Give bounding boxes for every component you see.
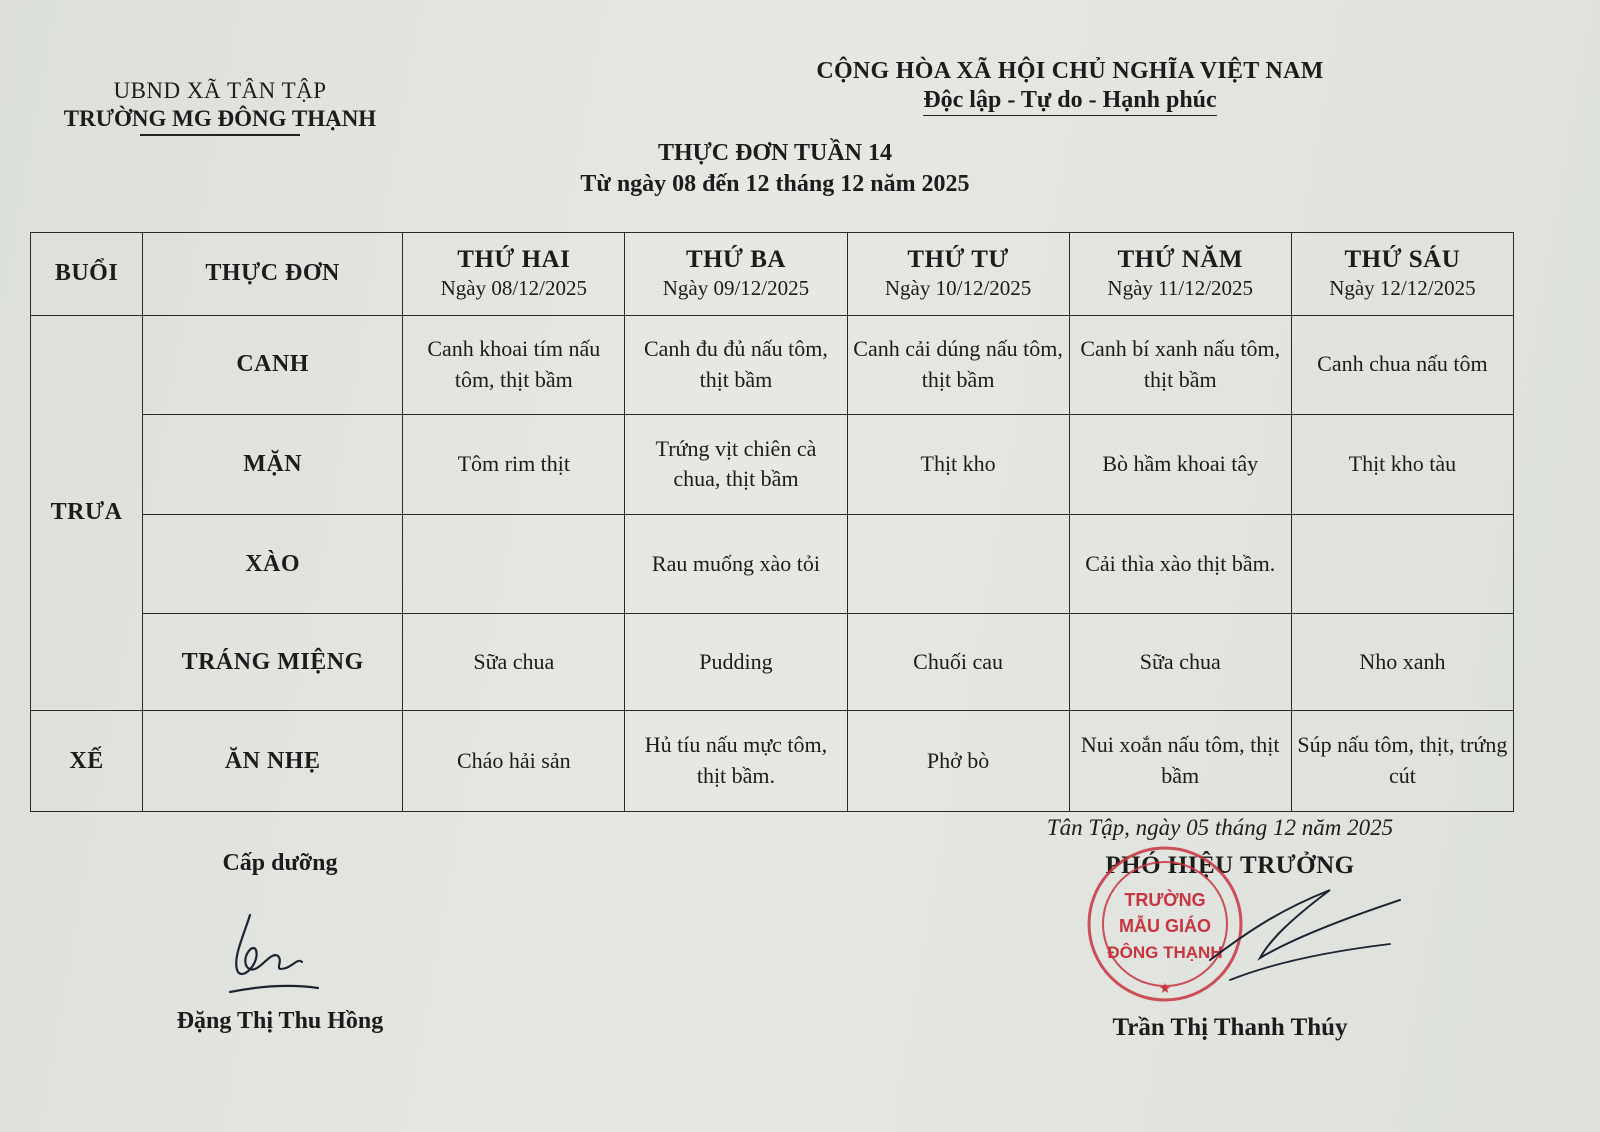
- menu-cell: Hủ tíu nấu mực tôm, thịt bầm.: [625, 711, 847, 812]
- menu-cell: Canh bí xanh nấu tôm, thịt bầm: [1069, 315, 1291, 414]
- menu-cell: [403, 515, 625, 614]
- day-name: THỨ SÁU: [1344, 246, 1461, 274]
- menu-cell: [1291, 515, 1513, 614]
- row-label: ĂN NHẸ: [143, 711, 403, 812]
- session-afternoon: XẾ: [31, 711, 143, 812]
- table-header-row: [31, 233, 1514, 316]
- day-date: Ngày 09/12/2025: [662, 276, 810, 301]
- session-lunch: TRƯA: [31, 315, 143, 710]
- menu-cell: Cải thìa xào thịt bầm.: [1069, 515, 1291, 614]
- cook-signature: [220, 910, 330, 1005]
- header-day-1: [403, 233, 625, 316]
- stamp-line-1: TRƯỜNG: [1124, 890, 1206, 910]
- table-row: [31, 414, 1514, 515]
- menu-cell: Nho xanh: [1291, 614, 1513, 711]
- menu-cell: Pudding: [625, 614, 847, 711]
- header-day-4: [1069, 233, 1291, 316]
- header-day-5: [1291, 233, 1513, 316]
- cook-role: Cấp dưỡng: [222, 850, 338, 876]
- menu-cell: Phở bò: [847, 711, 1069, 812]
- menu-title: THỰC ĐƠN TUẦN 14: [657, 140, 892, 166]
- menu-cell: Sữa chua: [1069, 614, 1291, 711]
- day-name: THỨ HAI: [457, 246, 571, 274]
- row-label: TRÁNG MIỆNG: [143, 614, 403, 711]
- row-label: MẶN: [143, 414, 403, 515]
- school-name: TRƯỜNG MG ĐÔNG THẠNH: [63, 106, 377, 131]
- menu-cell: Canh đu đủ nấu tôm, thịt bầm: [625, 315, 847, 414]
- menu-cell: Tôm rim thịt: [403, 414, 625, 515]
- menu-cell: Thịt kho: [847, 414, 1069, 515]
- table-row: [31, 515, 1514, 614]
- header-menu: THỰC ĐƠN: [143, 233, 403, 316]
- header-day-2: [625, 233, 847, 316]
- header-right: [780, 58, 1360, 116]
- day-date: Ngày 12/12/2025: [1329, 276, 1476, 301]
- header-left: [40, 78, 400, 136]
- stamp-line-2: MẪU GIÁO: [1119, 916, 1211, 936]
- menu-cell: Canh chua nấu tôm: [1291, 315, 1513, 414]
- menu-cell: Nui xoắn nấu tôm, thịt bầm: [1069, 711, 1291, 812]
- menu-cell: Thịt kho tàu: [1291, 414, 1513, 515]
- menu-cell: Sữa chua: [403, 614, 625, 711]
- table-row: [31, 315, 1514, 414]
- menu-cell: Trứng vịt chiên cà chua, thịt bầm: [625, 414, 847, 515]
- row-label: XÀO: [143, 515, 403, 614]
- stamp-line-3: ĐÔNG THẠNH: [1107, 943, 1223, 962]
- menu-cell: Rau muống xào tỏi: [625, 515, 847, 614]
- header-session: BUỔI: [31, 233, 143, 316]
- header-left-underline: [140, 134, 300, 136]
- vice-principal-name: Trần Thị Thanh Thúy: [1112, 1014, 1348, 1041]
- menu-cell: [847, 515, 1069, 614]
- menu-table: [30, 232, 1514, 812]
- svg-text:★: ★: [1158, 980, 1172, 996]
- menu-cell: Canh khoai tím nấu tôm, thịt bầm: [403, 315, 625, 414]
- cook-name: Đặng Thị Thu Hồng: [176, 1008, 384, 1034]
- day-date: Ngày 08/12/2025: [440, 276, 587, 301]
- national-motto: Độc lập - Tự do - Hạnh phúc: [923, 87, 1216, 116]
- menu-cell: Chuối cau: [847, 614, 1069, 711]
- national-title: CỘNG HÒA XÃ HỘI CHỦ NGHĨA VIỆT NAM: [816, 58, 1324, 84]
- menu-cell: Cháo hải sản: [403, 711, 625, 812]
- menu-cell: Bò hầm khoai tây: [1069, 414, 1291, 515]
- place-date: Tân Tập, ngày 05 tháng 12 năm 2025: [1046, 815, 1394, 840]
- menu-date-range: Từ ngày 08 đến 12 tháng 12 năm 2025: [580, 171, 970, 197]
- document-title: [470, 140, 1080, 198]
- row-label: CANH: [143, 315, 403, 414]
- menu-cell: Canh cải dúng nấu tôm, thịt bầm: [847, 315, 1069, 414]
- day-date: Ngày 11/12/2025: [1107, 276, 1254, 301]
- day-name: THỨ BA: [685, 246, 786, 274]
- vice-principal-role: PHÓ HIỆU TRƯỞNG: [1105, 852, 1355, 879]
- day-name: THỨ TƯ: [907, 246, 1009, 274]
- authority-name: UBND XÃ TÂN TẬP: [113, 78, 327, 103]
- vice-principal-signature: [1190, 870, 1420, 1000]
- header-day-3: [847, 233, 1069, 316]
- day-name: THỨ NĂM: [1117, 246, 1243, 274]
- day-date: Ngày 10/12/2025: [884, 276, 1032, 301]
- table-row: [31, 614, 1514, 711]
- table-row: [31, 711, 1514, 812]
- menu-cell: Súp nấu tôm, thịt, trứng cút: [1291, 711, 1513, 812]
